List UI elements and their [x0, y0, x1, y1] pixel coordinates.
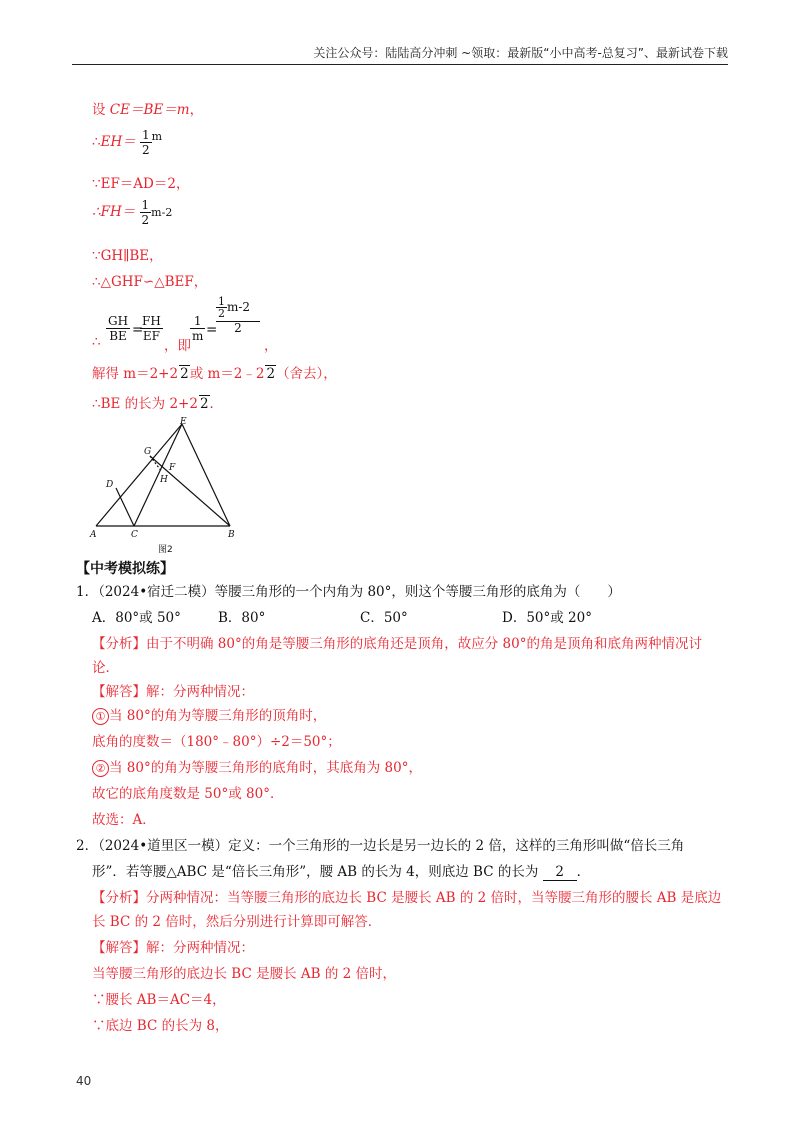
q1-case-2: ② 当 80°的角为等腰三角形的底角时，其底角为 80°， — [92, 756, 422, 777]
q1-conclusion: 故它的底角度数是 50°或 80°． — [92, 786, 284, 802]
header-text: 关注公众号：陆陆高分冲刺 ~领取：最新版“小中高考-总复习”、最新试卷下载 — [313, 46, 728, 60]
q1-analysis-line-1: 【分析】由于不明确 80°的角是等腰三角形的底角还是顶角，故应分 80°的角是顶角和底角两种情况讨 — [92, 636, 702, 652]
segment-gb — [150, 456, 230, 526]
sqrt: 2 — [199, 396, 209, 412]
fraction: $\frac{1}{2}$ — [141, 198, 150, 227]
sol-line-2: ∴EH＝ $\frac{1}{2}$ $^m$ — [92, 128, 163, 157]
segment-ae — [96, 424, 182, 526]
figure-caption: 图2 — [158, 545, 173, 555]
q1-analysis-line-2: 论． — [92, 660, 119, 676]
geometry-figure — [86, 416, 246, 558]
answer-blank: 2 — [543, 864, 577, 881]
point-label: G — [144, 447, 152, 457]
sqrt: 2 — [180, 366, 189, 382]
q2-answer-head: 【解答】解：分两种情况： — [92, 940, 254, 956]
q2-case-1: 当等腰三角形的底边长 BC 是腰长 AB 的 2 倍时， — [92, 966, 397, 982]
q1-case-1-calc: 底角的度数＝（180°﹣80°）÷2＝50°； — [92, 734, 341, 750]
point-label: E — [180, 417, 187, 427]
sol-line-6: ∴△GHF∽△BEF， — [92, 274, 208, 290]
q1-choice: 故选：A． — [92, 812, 156, 828]
q2-stem-line-1: 2．（2024•道里区一模）定义：一个三角形的一边长是另一边长的 2 倍，这样的三角形叫做“倍长三角 — [76, 838, 685, 854]
fraction: $\frac{1}{2}$ — [142, 128, 150, 157]
sqrt: 2 — [266, 366, 276, 382]
q1-option-c: C．50° — [360, 610, 408, 626]
sol-line-9: ∴BE 的长为 2+2 2． — [92, 396, 224, 412]
segment-dc — [116, 488, 134, 526]
q1-stem: 1．（2024•宿迁二模）等腰三角形的一个内角为 80°，则这个等腰三角形的底角为（ ） — [76, 584, 621, 600]
page-number: 40 — [76, 1074, 92, 1088]
sol-line-5: ∵GH∥BE， — [92, 248, 163, 264]
fraction-1-m: $\frac{1}{m}$ — [192, 314, 204, 343]
sol-line-4: ∴FH＝ $\frac{1}{2}$ m-2 — [92, 198, 173, 227]
q2-step-2: ∵底边 BC 的长为 8， — [92, 1018, 229, 1034]
q2-stem-line-2: 形”．若等腰△ABC 是“倍长三角形”，腰 AB 的长为 4，则底边 BC 的长为 2 ． — [92, 864, 591, 880]
q1-option-b: B．80° — [218, 610, 266, 626]
segment-gh — [150, 456, 162, 472]
sol-line-3: ∵EF＝AD＝2， — [92, 176, 190, 192]
segment-eb — [182, 424, 230, 526]
q2-analysis-line-2: 长 BC 的 2 倍时，然后分别进行计算即可解答． — [92, 914, 382, 930]
q1-case-1: ① 当 80°的角为等腰三角形的顶角时， — [92, 704, 326, 725]
point-label: C — [131, 530, 138, 540]
page-header — [72, 44, 728, 65]
q2-step-1: ∵腰长 AB＝AC＝4， — [92, 992, 226, 1008]
segment-ce — [134, 424, 182, 526]
point-label: H — [160, 475, 168, 485]
q2-analysis-line-1: 【分析】分两种情况：当等腰三角形的底边长 BC 是腰长 AB 的 2 倍时，当等腰三角形的腰长 AB 是底边 — [92, 890, 722, 906]
q1-answer-head: 【解答】解：分两种情况： — [92, 684, 254, 700]
q1-option-d: D．50°或 20° — [502, 610, 592, 626]
fraction-fh-ef: $\frac{FH}{EF}$ — [142, 314, 161, 343]
compound-fraction: $\frac{1}{2}$ m-2 2 — [216, 296, 260, 335]
q1-option-a: A．80°或 50° — [92, 610, 181, 626]
sol-line-8: 解得 m＝2+2 2或 m＝2﹣2 2（舍去）， — [92, 366, 337, 382]
point-label: A — [90, 530, 97, 540]
point-label: D — [106, 480, 114, 490]
sol-line-1: 设 CE＝BE＝m， — [92, 102, 204, 118]
point-label: B — [228, 530, 235, 540]
section-title: 【中考模拟练】 — [76, 561, 174, 577]
fraction-gh-be: $\frac{GH}{BE}$ — [108, 314, 129, 343]
point-label: F — [169, 463, 176, 473]
